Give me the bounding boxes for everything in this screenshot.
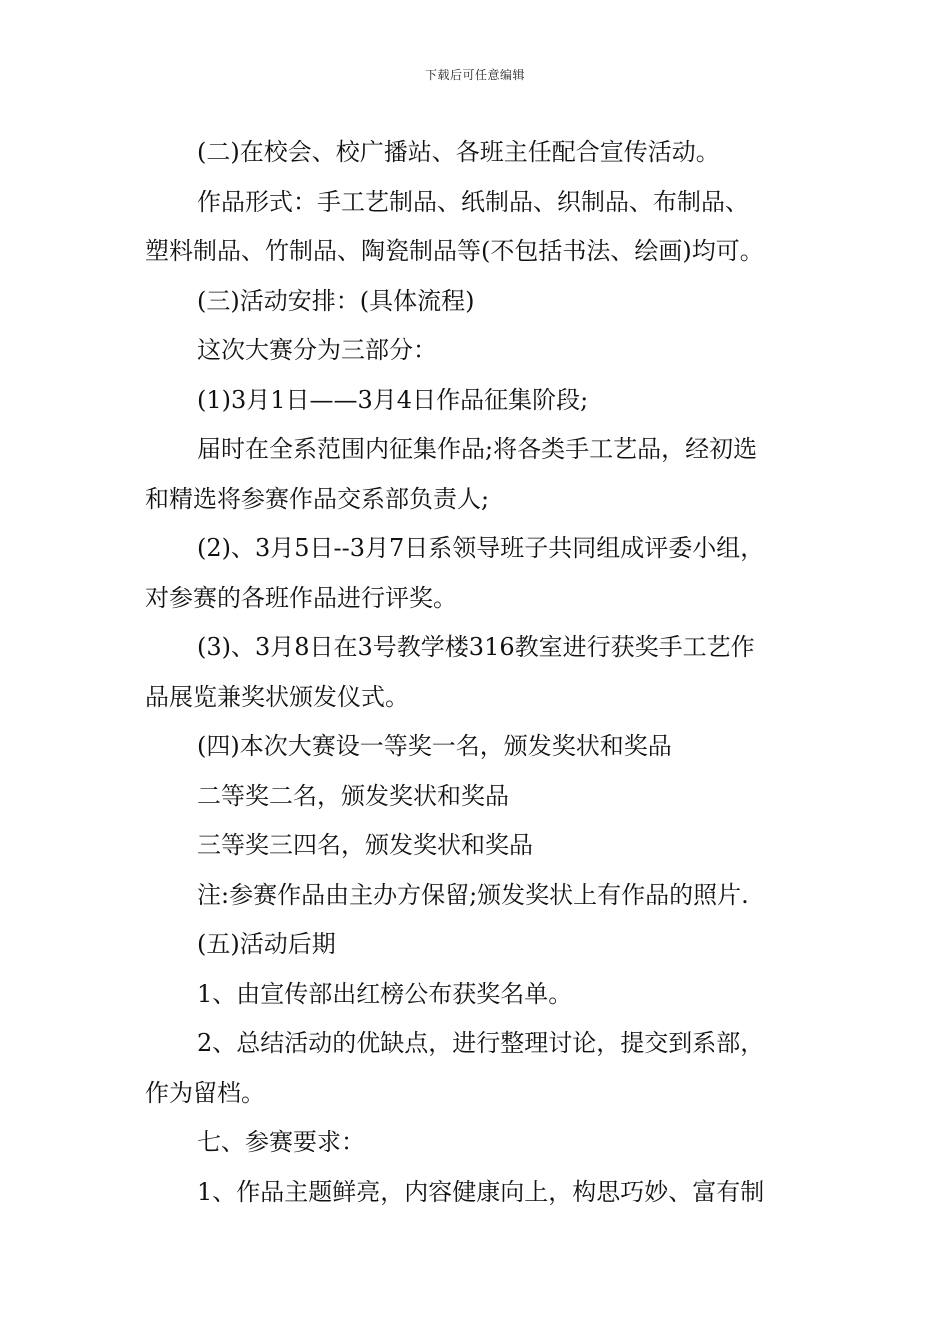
- paragraph-line: 塑料制品、竹制品、陶瓷制品等(不包括书法、绘画)均可。: [145, 237, 764, 265]
- paragraph-line: 品展览兼奖状颁发仪式。: [145, 682, 409, 711]
- paragraph-line: 三等奖三四名，颁发奖状和奖品: [197, 831, 533, 859]
- paragraph-line: 届时在全系范围内征集作品;将各类手工艺品，经初选: [197, 435, 758, 463]
- paragraph-line: (1)3月1日——3月4日作品征集阶段;: [197, 385, 589, 414]
- paragraph-line: 作为留档。: [145, 1078, 265, 1107]
- paragraph-line: 七、参赛要求：: [197, 1128, 365, 1156]
- paragraph-line: 1、作品主题鲜亮，内容健康向上，构思巧妙、富有制: [197, 1177, 765, 1206]
- paragraph-line: (2)、3月5日--3月7日系领导班子共同组成评委小组，: [197, 534, 765, 562]
- paragraph-line: 2、总结活动的优缺点，进行整理讨论，提交到系部，: [197, 1029, 765, 1057]
- paragraph-line: 二等奖二名，颁发奖状和奖品: [197, 781, 509, 810]
- document-body: [145, 128, 825, 1217]
- paragraph-line: 注:参赛作品由主办方保留;颁发奖状上有作品的照片.: [197, 880, 749, 909]
- paragraph-line: 和精选将参赛作品交系部负责人;: [145, 484, 490, 513]
- paragraph-line: (五)活动后期: [197, 930, 336, 958]
- paragraph-line: (三)活动安排：(具体流程): [197, 286, 475, 315]
- page-header: 下载后可任意编辑: [424, 68, 525, 82]
- paragraph-line: 这次大赛分为三部分：: [197, 336, 437, 364]
- paragraph-line: 1、由宣传部出红榜公布获奖名单。: [197, 979, 573, 1008]
- paragraph-line: (二)在校会、校广播站、各班主任配合宣传活动。: [197, 138, 720, 166]
- paragraph-line: 作品形式：手工艺制品、纸制品、织制品、布制品、: [197, 187, 749, 216]
- paragraph-line: 对参赛的各班作品进行评奖。: [145, 583, 457, 612]
- paragraph-line: (3)、3月8日在3号教学楼316教室进行获奖手工艺作: [197, 633, 755, 661]
- paragraph-line: (四)本次大赛设一等奖一名，颁发奖状和奖品: [197, 732, 672, 760]
